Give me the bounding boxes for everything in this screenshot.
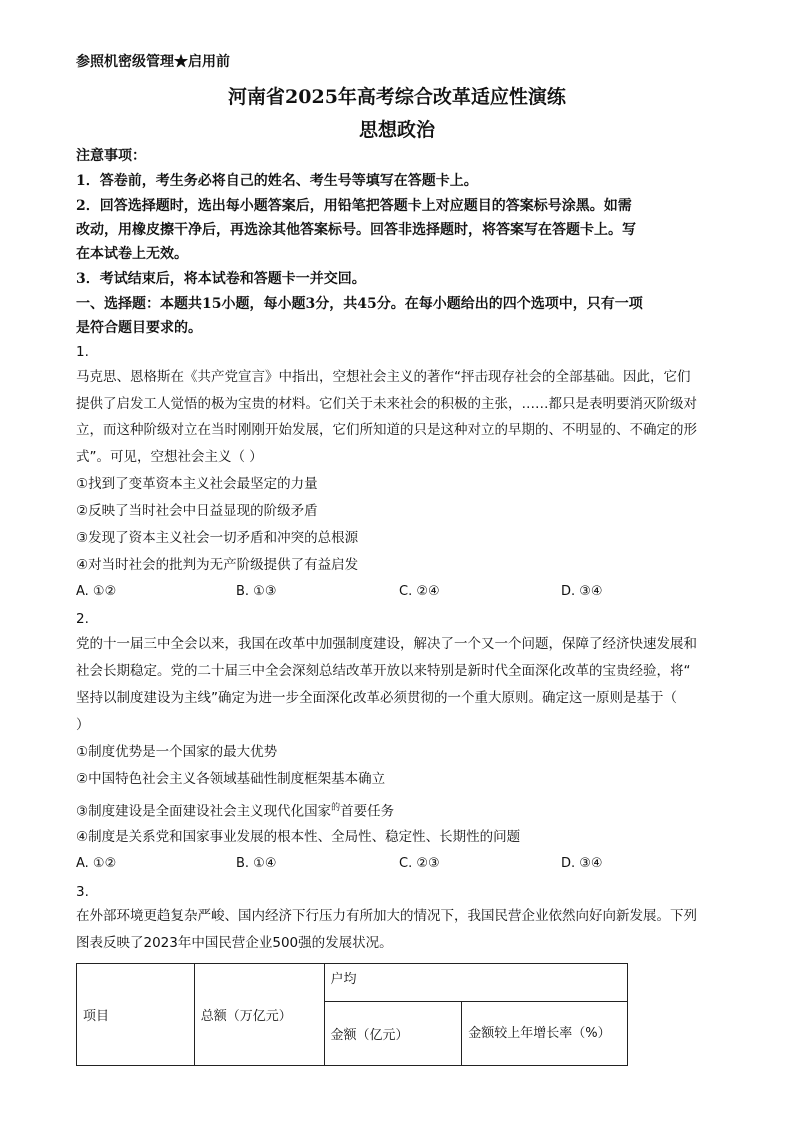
notice-item-2-line-1: 2．回答选择题时，选出每小题答案后，用铅笔把答题卡上对应题目的答案标号涂黑。如需 <box>76 198 632 214</box>
table-header-growth: 金额较上年增长率（%） <box>462 1002 628 1066</box>
q2-option-b[interactable]: B. ①④ <box>236 856 277 871</box>
q3-number: 3. <box>76 884 89 900</box>
q1-stem-line-4: 式”。可见，空想社会主义（ ） <box>76 449 263 465</box>
q1-statement-2: ②反映了当时社会中日益显现的阶级矛盾 <box>76 503 318 519</box>
q1-stem-line-2: 提供了启发工人觉悟的极为宝贵的材料。它们关于未来社会的积极的主张，……都只是表明要消灭阶级对 <box>76 396 697 412</box>
table-header-total: 总额（万亿元） <box>194 964 324 1066</box>
q2-statement-1: ①制度优势是一个国家的最大优势 <box>76 744 278 760</box>
notice-heading: 注意事项： <box>76 148 146 164</box>
notice-item-3: 3．考试结束后，将本试卷和答题卡一并交回。 <box>76 271 366 287</box>
notice-item-2-line-3: 在本试卷上无效。 <box>76 246 188 262</box>
q2-stem-line-2: 社会长期稳定。党的二十届三中全会深刻总结改革开放以来特别是新时代全面深化改革的宝贵经验，将“ <box>76 663 691 679</box>
table-header-amount: 金额（亿元） <box>324 1002 462 1066</box>
table-header-item: 项目 <box>77 964 195 1066</box>
q1-statement-4: ④对当时社会的批判为无产阶级提供了有益启发 <box>76 557 359 573</box>
q2-option-a[interactable]: A. ①② <box>76 856 117 871</box>
q1-options <box>76 584 716 604</box>
q1-stem-line-3: 立，而这种阶级对立在当时刚刚开始发展，它们所知道的只是这种对立的早期的、不明显的、不确定的形 <box>76 422 697 438</box>
notice-item-1: 1．答卷前，考生务必将自己的姓名、考生号等填写在答题卡上。 <box>76 173 478 189</box>
q2-stem-line-3: 坚持以制度建设为主线”确定为进一步全面深化改革必须贯彻的一个重大原则。确定这一原则是基于（ <box>76 690 677 706</box>
section-1-heading-line-1: 一、选择题：本题共15小题，每小题3分，共45分。在每小题给出的四个选项中，只有一项 <box>76 296 643 312</box>
q2-stem-line-4: ） <box>76 717 90 733</box>
q2-number: 2. <box>76 611 89 627</box>
q2-statement-2: ②中国特色社会主义各领域基础性制度框架基本确立 <box>76 771 386 787</box>
q3-stem-line-2: 图表反映了2023年中国民营企业500强的发展状况。 <box>76 935 393 951</box>
table-header-average: 户均 <box>324 964 627 1002</box>
subject-title: 思想政治 <box>358 119 435 141</box>
q1-option-d[interactable]: D. ③④ <box>561 584 603 599</box>
q2-option-d[interactable]: D. ③④ <box>561 856 603 871</box>
section-1-heading-line-2: 是符合题目要求的。 <box>76 320 202 336</box>
q1-number: 1. <box>76 344 89 360</box>
q2-option-c[interactable]: C. ②③ <box>399 856 440 871</box>
q1-option-b[interactable]: B. ①③ <box>236 584 277 599</box>
confidentiality-label: 参照机密级管理★启用前 <box>76 54 230 70</box>
q2-statement-3-part-b: 首要任务 <box>340 803 395 820</box>
q2-options <box>76 856 716 876</box>
q3-data-table <box>76 963 628 1066</box>
notice-item-2-line-2: 改动，用橡皮擦干净后，再选涂其他答案标号。回答非选择题时，将答案写在答题卡上。写 <box>76 222 636 238</box>
q2-statement-3-part-a: ③制度建设是全面建设社会主义现代化国家 <box>76 803 332 820</box>
q2-stem-line-1: 党的十一届三中全会以来，我国在改革中加强制度建设，解决了一个又一个问题，保障了经济快速发展和 <box>76 636 697 652</box>
q1-option-c[interactable]: C. ②④ <box>399 584 440 599</box>
q2-statement-4: ④制度是关系党和国家事业发展的根本性、全局性、稳定性、长期性的问题 <box>76 829 521 845</box>
q1-option-a[interactable]: A. ①② <box>76 584 117 599</box>
q1-stem-line-1: 马克思、恩格斯在《共产党宣言》中指出，空想社会主义的著作“抨击现存社会的全部基础。因此，它们 <box>76 369 691 385</box>
q2-statement-3-superscript: 的 <box>331 803 341 813</box>
q1-statement-3: ③发现了资本主义社会一切矛盾和冲突的总根源 <box>76 530 359 546</box>
q2-statement-3 <box>76 798 722 822</box>
exam-title: 河南省2025年高考综合改革适应性演练 <box>228 86 566 108</box>
q3-stem-line-1: 在外部环境更趋复杂严峻、国内经济下行压力有所加大的情况下，我国民营企业依然向好向新发展。下列 <box>76 908 697 924</box>
q1-statement-1: ①找到了变革资本主义社会最坚定的力量 <box>76 476 318 492</box>
